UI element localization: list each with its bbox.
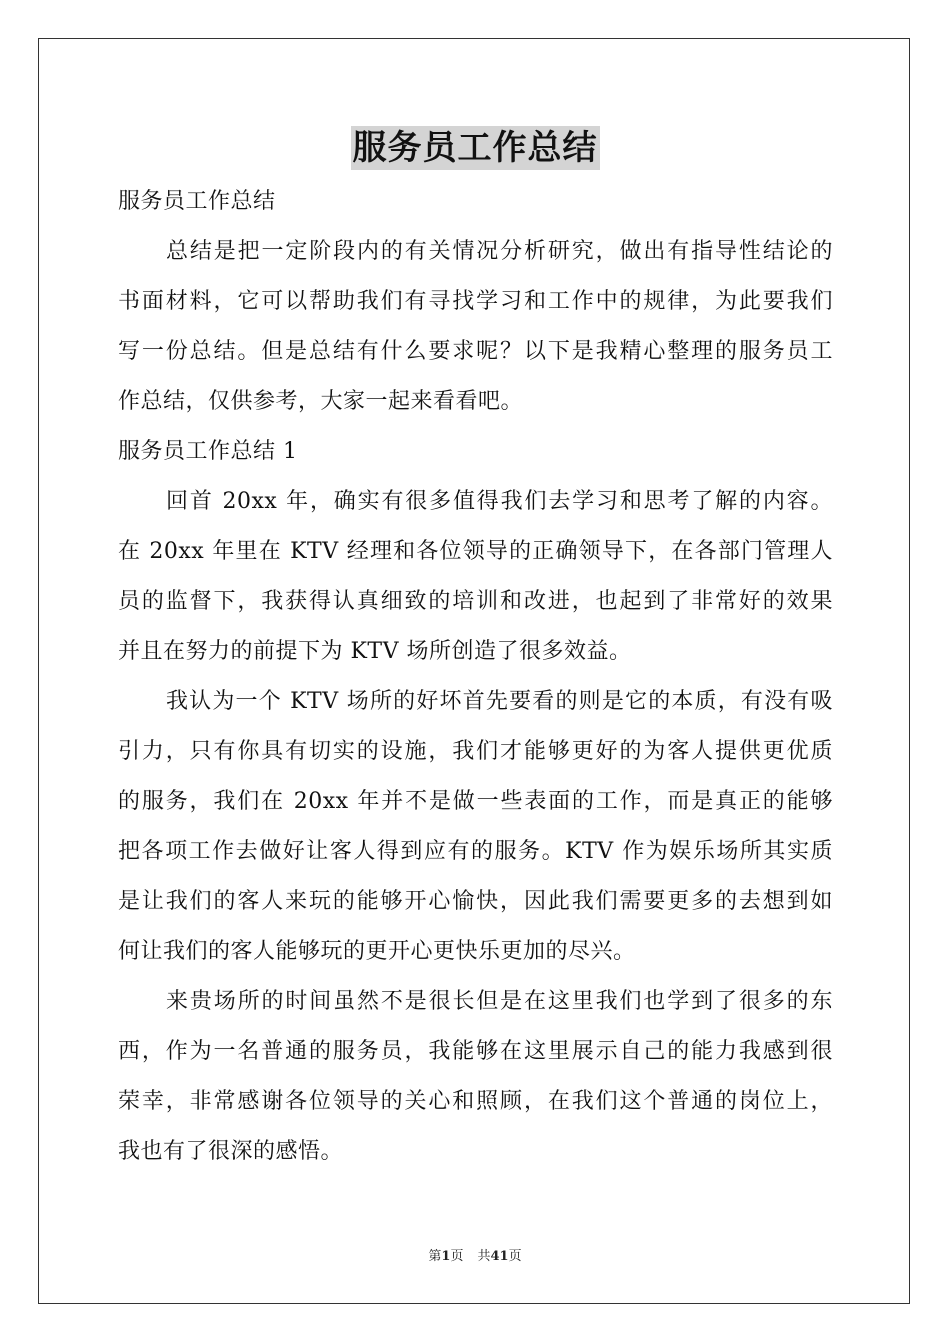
body-line: 总结是把一定阶段内的有关情况分析研究，做出有指导性结论的 [166,239,833,264]
document-title: 服务员工作总结 [352,128,598,168]
page-number-total: 41 [490,1249,509,1264]
body-line: 来贵场所的时间虽然不是很长但是在这里我们也学到了很多的东 [166,989,833,1014]
title-container [0,126,950,170]
body-line: 我认为一个 KTV 场所的好坏首先要看的则是它的本质，有没有吸 [166,689,833,714]
document-body [118,177,833,1177]
body-line: 引力，只有你具有切实的设施，我们才能够更好的为客人提供更优质 [118,739,833,764]
section-heading: 服务员工作总结 1 [118,439,298,464]
total-prefix: 共 [477,1249,491,1264]
section-heading: 服务员工作总结 [118,189,276,214]
body-line: 在 20xx 年里在 KTV 经理和各位领导的正确领导下，在各部门管理人 [118,539,833,564]
body-line: 并且在努力的前提下为 KTV 场所创造了很多效益。 [118,639,632,664]
body-line: 的服务，我们在 20xx 年并不是做一些表面的工作，而是真正的能够 [118,789,833,814]
body-line: 书面材料，它可以帮助我们有寻找学习和工作中的规律，为此要我们 [118,289,833,314]
page-footer [0,1248,950,1266]
total-suffix: 页 [508,1249,522,1264]
body-line: 把各项工作去做好让客人得到应有的服务。KTV 作为娱乐场所其实质 [118,839,833,864]
body-line: 员的监督下，我获得认真细致的培训和改进，也起到了非常好的效果 [118,589,833,614]
body-line: 何让我们的客人能够玩的更开心更快乐更加的尽兴。 [118,939,636,964]
page-prefix: 第 [428,1249,442,1264]
body-line: 写一份总结。但是总结有什么要求呢？以下是我精心整理的服务员工 [118,339,833,364]
page-number-current: 1 [441,1249,451,1264]
body-line: 回首 20xx 年，确实有很多值得我们去学习和思考了解的内容。 [166,489,833,514]
page-suffix: 页 [450,1249,464,1264]
body-line: 我也有了很深的感悟。 [118,1139,344,1164]
body-line: 作总结，仅供参考，大家一起来看看吧。 [118,389,524,414]
body-line: 西，作为一名普通的服务员，我能够在这里展示自己的能力我感到很 [118,1039,833,1064]
body-line: 荣幸，非常感谢各位领导的关心和照顾，在我们这个普通的岗位上， [118,1089,833,1114]
body-line: 是让我们的客人来玩的能够开心愉快，因此我们需要更多的去想到如 [118,889,833,914]
